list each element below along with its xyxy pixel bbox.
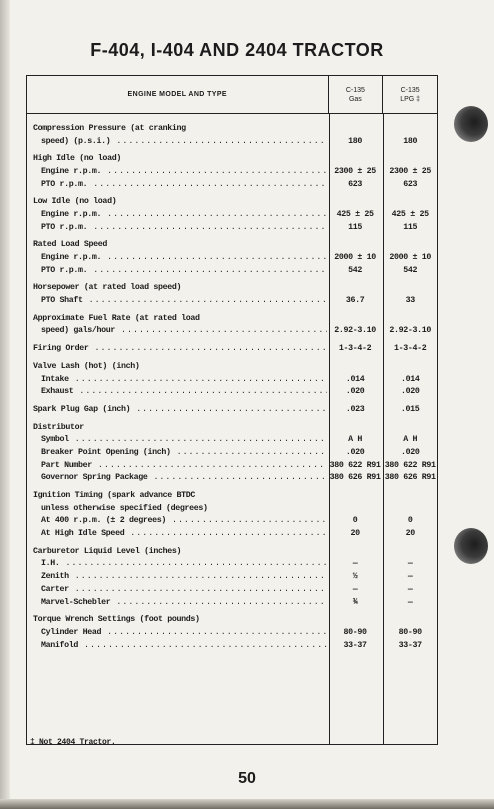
header-col-lpg [382, 76, 437, 113]
row-label: Spark Plug Gap (inch) ..... [27, 405, 327, 414]
table-row [27, 613, 437, 626]
table-row [27, 385, 437, 398]
value-lpg: .020 [400, 447, 420, 457]
value-gas: .023 [345, 404, 365, 414]
row-label: Carter ..... [27, 585, 327, 594]
row-label: High Idle (no load) [33, 154, 121, 164]
row-label: PTO r.p.m. ..... [27, 223, 327, 232]
table-body [27, 114, 437, 744]
table-row [27, 403, 437, 416]
row-label: Rated Load Speed [33, 240, 108, 250]
value-lpg: 2.92-3.10 [389, 326, 432, 336]
value-gas: .014 [345, 374, 365, 384]
value-lpg: 115 [403, 222, 418, 232]
binder-hole-top [454, 106, 488, 142]
header-col-gas-line1: C-135 [345, 86, 365, 94]
engine-spec-table [26, 75, 438, 745]
row-label: Engine r.p.m. ..... [27, 253, 327, 262]
row-label: Horsepower (at rated load speed) [33, 283, 182, 293]
value-lpg: A H [403, 435, 418, 445]
row-label: Governor Spring Package ..... [27, 473, 327, 482]
value-gas: 380 626 R91 [329, 473, 381, 483]
value-gas: ½ [352, 572, 358, 582]
value-lpg: .015 [400, 404, 420, 414]
row-label: Exhaust ..... [27, 387, 327, 396]
value-lpg: 542 [403, 265, 418, 275]
table-row [27, 527, 437, 540]
row-label: Valve Lash (hot) (inch) [33, 361, 140, 371]
table-row [27, 135, 437, 148]
column-divider [329, 114, 330, 744]
value-gas: 2300 ± 25 [334, 166, 376, 176]
row-label: Firing Order ..... [27, 344, 327, 353]
header-col-lpg-line2: LPG ‡ [400, 95, 421, 103]
value-gas: 380 622 R91 [329, 460, 381, 470]
table-row [27, 312, 437, 325]
row-label: speed) gals/hour ..... [27, 326, 327, 335]
value-lpg: 180 [403, 136, 418, 146]
value-lpg: — [407, 559, 413, 569]
value-gas: 2.92-3.10 [334, 326, 376, 336]
table-row [27, 325, 437, 338]
value-lpg: .020 [400, 387, 420, 397]
table-row [27, 208, 437, 221]
table-row [27, 583, 437, 596]
value-lpg: — [407, 597, 413, 607]
value-gas: 80-90 [343, 627, 367, 637]
value-lpg: 33-37 [398, 640, 422, 650]
row-label: Manifold ..... [27, 641, 327, 650]
row-label: Symbol ..... [27, 435, 327, 444]
table-row [27, 251, 437, 264]
value-lpg: 2300 ± 25 [389, 166, 432, 176]
row-label: Approximate Fuel Rate (at rated load [33, 313, 200, 323]
value-gas: 2000 ± 10 [334, 253, 376, 263]
value-gas: 36.7 [345, 296, 365, 306]
value-gas: A H [348, 435, 363, 445]
row-label: Ignition Timing (spark advance BTDC [33, 491, 196, 501]
value-gas: 115 [348, 222, 363, 232]
table-row [27, 459, 437, 472]
table-header [27, 76, 437, 114]
page-bottom-edge [0, 799, 494, 809]
row-label: Low Idle (no load) [33, 197, 117, 207]
table-row [27, 502, 437, 515]
table-row [27, 239, 437, 252]
row-label: PTO r.p.m. ..... [27, 266, 327, 275]
table-row [27, 165, 437, 178]
value-lpg: 380 622 R91 [384, 460, 436, 470]
row-label: Engine r.p.m. ..... [27, 210, 327, 219]
row-label: I.H. ..... [27, 559, 327, 568]
value-lpg: — [407, 584, 413, 594]
row-label: Part Number ..... [27, 461, 327, 470]
value-lpg: — [407, 572, 413, 582]
table-row [27, 360, 437, 373]
header-col-gas-line2: Gas [348, 95, 362, 103]
table-row [27, 342, 437, 355]
table-row [27, 282, 437, 295]
value-gas: 425 ± 25 [336, 209, 374, 219]
value-gas: 623 [348, 179, 363, 189]
row-label: Zenith ..... [27, 572, 327, 581]
row-label: Distributor [33, 422, 84, 432]
row-label: Breaker Point Opening (inch) ..... [27, 448, 327, 457]
table-row [27, 545, 437, 558]
value-gas: 180 [348, 136, 363, 146]
table-row [27, 122, 437, 135]
value-gas: .020 [345, 387, 365, 397]
value-lpg: 425 ± 25 [391, 209, 429, 219]
row-label: Marvel-Schebler ..... [27, 598, 327, 607]
header-engine-model-label: ENGINE MODEL AND TYPE [127, 91, 227, 98]
table-row [27, 489, 437, 502]
footnote: ‡ Not 2404 Tractor. [30, 738, 116, 747]
table-row [27, 570, 437, 583]
table-row [27, 152, 437, 165]
row-label: Engine r.p.m. ..... [27, 167, 327, 176]
value-gas: 0 [352, 516, 358, 526]
value-gas: 33-37 [343, 640, 367, 650]
value-lpg: 380 626 R91 [384, 473, 436, 483]
row-label: Carburetor Liquid Level (inches) [33, 546, 182, 556]
row-label: Cylinder Head ..... [27, 628, 327, 637]
table-row [27, 515, 437, 528]
row-label: PTO Shaft ..... [27, 296, 327, 305]
table-row [27, 221, 437, 234]
value-lpg: 1-3-4-2 [393, 344, 427, 354]
value-lpg: 2000 ± 10 [389, 253, 432, 263]
value-lpg: .014 [400, 374, 420, 384]
value-gas: — [352, 584, 358, 594]
value-lpg: 80-90 [398, 627, 422, 637]
row-label: unless otherwise specified (degrees) [41, 503, 208, 513]
table-row [27, 178, 437, 191]
table-row [27, 264, 437, 277]
row-label: Compression Pressure (at cranking [33, 123, 186, 133]
value-lpg: 0 [407, 516, 413, 526]
header-col-gas [328, 76, 383, 113]
table-row [27, 433, 437, 446]
row-label: Torque Wrench Settings (foot pounds) [33, 615, 200, 625]
value-gas: ¾ [352, 597, 358, 607]
value-gas: 542 [348, 265, 363, 275]
value-lpg: 20 [405, 529, 415, 539]
row-label: speed) (p.s.i.) ..... [27, 137, 327, 146]
table-row [27, 294, 437, 307]
row-label: At High Idle Speed ..... [27, 529, 327, 538]
row-label: PTO r.p.m. ..... [27, 180, 327, 189]
value-gas: 20 [350, 529, 360, 539]
spec-rows [27, 114, 437, 651]
binder-hole-bottom [454, 528, 488, 564]
value-gas: .020 [345, 447, 365, 457]
table-row [27, 373, 437, 386]
table-row [27, 639, 437, 652]
table-row [27, 421, 437, 434]
column-divider [383, 114, 384, 744]
table-row [27, 195, 437, 208]
value-gas: — [352, 559, 358, 569]
value-lpg: 33 [405, 296, 415, 306]
page-edge-shadow [0, 0, 10, 809]
header-col-lpg-line1: C-135 [400, 86, 420, 94]
table-row [27, 472, 437, 485]
value-gas: 1-3-4-2 [338, 344, 372, 354]
row-label: Intake ..... [27, 375, 327, 384]
page-number: 50 [238, 770, 256, 787]
page-title: F-404, I-404 AND 2404 TRACTOR [90, 40, 384, 60]
table-row [27, 596, 437, 609]
table-row [27, 626, 437, 639]
table-row [27, 558, 437, 571]
row-label: At 400 r.p.m. (± 2 degrees) ..... [27, 516, 327, 525]
value-lpg: 623 [403, 179, 418, 189]
table-row [27, 446, 437, 459]
